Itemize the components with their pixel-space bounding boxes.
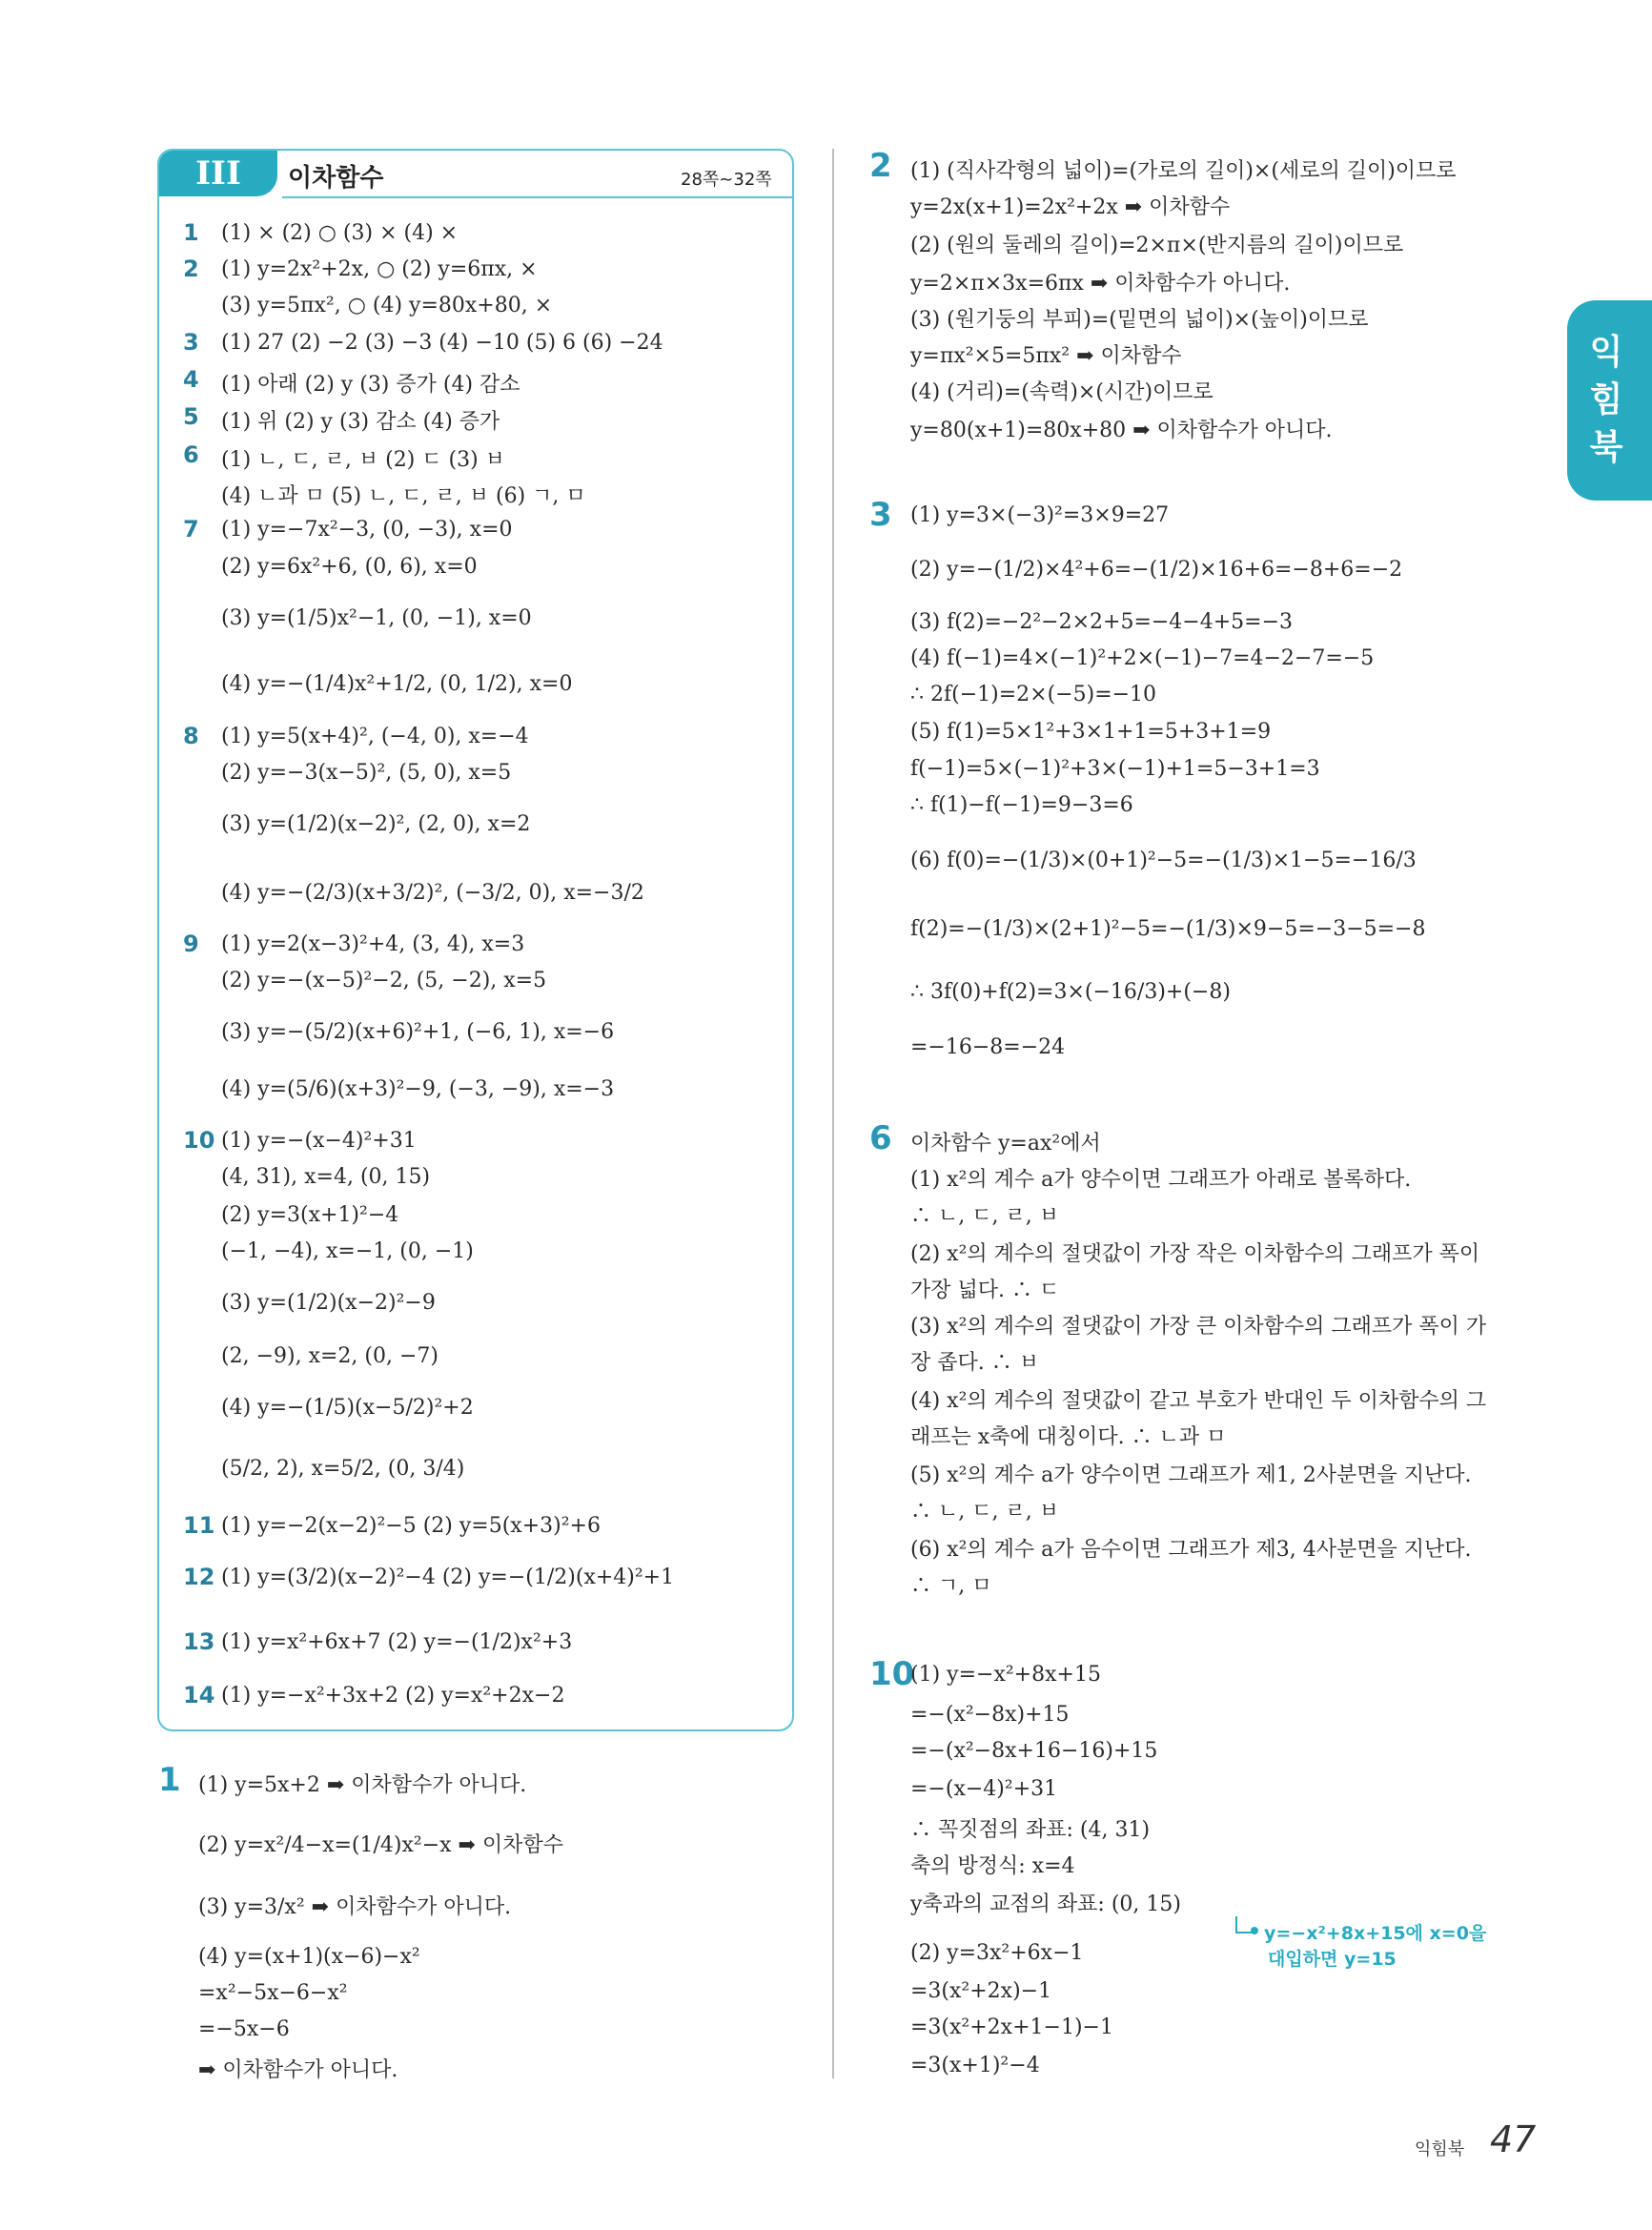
- answer-number: 4: [183, 366, 199, 393]
- right-solution-line: (1) y=−x²+8x+15: [910, 1663, 1101, 1687]
- right-solution-line: f(2)=−(1/3)×(2+1)²−5=−(1/3)×9−5=−3−5=−8: [910, 917, 1426, 941]
- right-solution-line: =−(x²−8x+16−16)+15: [910, 1739, 1158, 1763]
- answer-line: (5/2, 2), x=5/2, (0, 3/4): [221, 1457, 465, 1481]
- right-solution-line: 래프는 x축에 대칭이다. ∴ ㄴ과 ㅁ: [910, 1425, 1227, 1449]
- right-solution-line: (2) x²의 계수의 절댓값이 가장 작은 이차함수의 그래프가 폭이: [910, 1242, 1480, 1266]
- right-solution-line: (5) x²의 계수 a가 양수이면 그래프가 제1, 2사분면을 지난다.: [910, 1463, 1472, 1487]
- answer-number: 14: [183, 1682, 215, 1708]
- answer-number: 11: [183, 1512, 215, 1539]
- left-solution-line: (2) y=x²/4−x=(1/4)x²−x ➡ 이차함수: [198, 1833, 563, 1857]
- answer-number: 1: [183, 219, 199, 246]
- answer-line: (2) y=−(x−5)²−2, (5, −2), x=5: [221, 969, 547, 992]
- right-solution-line: =−16−8=−24: [910, 1035, 1066, 1059]
- unit-number-tab: III: [159, 151, 277, 196]
- answer-line: (3) y=5πx², ○ (4) y=80x+80, ×: [221, 294, 553, 317]
- note-line-1: y=−x²+8x+15에 x=0을: [1264, 1923, 1487, 1944]
- right-solution-line: (2) y=3x²+6x−1: [910, 1941, 1084, 1965]
- answer-line: (1) y=2x²+2x, ○ (2) y=6πx, ×: [221, 257, 538, 281]
- answer-line: (1) 27 (2) −2 (3) −3 (4) −10 (5) 6 (6) −24: [221, 331, 663, 355]
- answer-number: 6: [183, 441, 199, 468]
- right-solution-line: =3(x²+2x)−1: [910, 1979, 1052, 2003]
- right-solution-number: 2: [869, 147, 892, 185]
- left-solution-line: ➡ 이차함수가 아니다.: [198, 2058, 398, 2082]
- answer-line: (3) y=(1/5)x²−1, (0, −1), x=0: [221, 606, 532, 630]
- answer-line: (1) 위 (2) y (3) 감소 (4) 증가: [221, 410, 500, 434]
- right-solution-line: ∴ f(1)−f(−1)=9−3=6: [910, 793, 1133, 817]
- right-solution-line: y=80(x+1)=80x+80 ➡ 이차함수가 아니다.: [910, 419, 1333, 442]
- right-solution-line: ∴ ㄴ, ㄷ, ㄹ, ㅂ: [910, 1500, 1059, 1524]
- right-solution-number: 3: [869, 496, 892, 534]
- right-solution-line: =3(x²+2x+1−1)−1: [910, 2015, 1113, 2039]
- answer-line: (3) y=−(5/2)(x+6)²+1, (−6, 1), x=−6: [221, 1020, 615, 1044]
- answer-number: 9: [183, 931, 199, 957]
- answer-line: (−1, −4), x=−1, (0, −1): [221, 1239, 474, 1263]
- right-solution-line: (1) y=3×(−3)²=3×9=27: [910, 503, 1170, 527]
- answer-number: 2: [183, 256, 199, 282]
- answer-line: (2, −9), x=2, (0, −7): [221, 1344, 438, 1368]
- answer-line: (2) y=6x²+6, (0, 6), x=0: [221, 555, 478, 579]
- left-solution-line: (4) y=(x+1)(x−6)−x²: [198, 1945, 420, 1969]
- right-solution-line: (2) y=−(1/2)×4²+6=−(1/2)×16+6=−8+6=−2: [910, 558, 1403, 582]
- right-solution-line: (3) x²의 계수의 절댓값이 가장 큰 이차함수의 그래프가 폭이 가: [910, 1315, 1487, 1339]
- right-solution-line: (1) x²의 계수 a가 양수이면 그래프가 아래로 볼록하다.: [910, 1168, 1412, 1192]
- right-solution-line: =3(x+1)²−4: [910, 2054, 1040, 2077]
- right-solution-number: 6: [869, 1119, 892, 1157]
- answer-line: (2) y=3(x+1)²−4: [221, 1203, 399, 1227]
- right-solution-line: (3) f(2)=−2²−2×2+5=−4−4+5=−3: [910, 610, 1294, 634]
- right-solution-line: ∴ ㄱ, ㅁ: [910, 1574, 992, 1598]
- answer-line: (1) y=5(x+4)², (−4, 0), x=−4: [221, 725, 529, 748]
- answer-line: (4) y=−(2/3)(x+3/2)², (−3/2, 0), x=−3/2: [221, 881, 644, 905]
- answer-line: (3) y=(1/2)(x−2)²−9: [221, 1291, 436, 1315]
- answer-line: (4) y=(5/6)(x+3)²−9, (−3, −9), x=−3: [221, 1077, 615, 1101]
- right-solution-line: (1) (직사각형의 넓이)=(가로의 길이)×(세로의 길이)이므로: [910, 159, 1457, 183]
- left-solution-line: (3) y=3/x² ➡ 이차함수가 아니다.: [198, 1895, 512, 1919]
- right-solution-line: (3) (원기둥의 부피)=(밑면의 넓이)×(높이)이므로: [910, 308, 1369, 332]
- answer-number: 5: [183, 403, 199, 430]
- right-solution-line: f(−1)=5×(−1)²+3×(−1)+1=5−3+1=3: [910, 757, 1320, 781]
- answer-line: (1) y=(3/2)(x−2)²−4 (2) y=−(1/2)(x+4)²+1: [221, 1565, 675, 1589]
- answer-number: 12: [183, 1564, 215, 1590]
- left-solution-number: 1: [158, 1761, 181, 1799]
- right-solution-line: (6) x²의 계수 a가 음수이면 그래프가 제3, 4사분면을 지난다.: [910, 1538, 1472, 1562]
- left-solution-line: (1) y=5x+2 ➡ 이차함수가 아니다.: [198, 1773, 527, 1797]
- answer-number: 10: [183, 1127, 215, 1154]
- answer-line: (1) y=x²+6x+7 (2) y=−(1/2)x²+3: [221, 1630, 573, 1654]
- column-divider: [832, 149, 834, 2078]
- answer-number: 3: [183, 329, 199, 356]
- answer-line: (1) 아래 (2) y (3) 증가 (4) 감소: [221, 373, 520, 397]
- side-tab-label: 익힘북: [1589, 333, 1623, 467]
- right-solution-line: ∴ 꼭짓점의 좌표: (4, 31): [910, 1818, 1151, 1842]
- right-solution-line: y=2x(x+1)=2x²+2x ➡ 이차함수: [910, 195, 1231, 219]
- header-rule: [282, 196, 792, 198]
- right-solution-line: (4) f(−1)=4×(−1)²+2×(−1)−7=4−2−7=−5: [910, 646, 1375, 670]
- right-solution-line: (4) (거리)=(속력)×(시간)이므로: [910, 380, 1214, 404]
- page-number: 47: [1490, 2118, 1537, 2160]
- answer-line: (2) y=−3(x−5)², (5, 0), x=5: [221, 761, 512, 785]
- right-solution-line: (5) f(1)=5×1²+3×1+1=5+3+1=9: [910, 720, 1272, 744]
- right-solution-line: 장 좁다. ∴ ㅂ: [910, 1351, 1039, 1375]
- answer-line: (1) y=−2(x−2)²−5 (2) y=5(x+3)²+6: [221, 1514, 601, 1538]
- right-solution-line: 가장 넓다. ∴ ㄷ: [910, 1279, 1060, 1302]
- right-solution-line: (2) (원의 둘레의 길이)=2×π×(반지름의 길이)이므로: [910, 234, 1404, 257]
- right-solution-line: =−(x−4)²+31: [910, 1777, 1058, 1801]
- right-solution-line: y=2×π×3x=6πx ➡ 이차함수가 아니다.: [910, 272, 1291, 296]
- answer-number: 8: [183, 723, 199, 749]
- answer-line: (4, 31), x=4, (0, 15): [221, 1165, 431, 1189]
- answer-line: (1) y=−x²+3x+2 (2) y=x²+2x−2: [221, 1684, 565, 1708]
- answer-line: (4) y=−(1/4)x²+1/2, (0, 1/2), x=0: [221, 672, 573, 696]
- answer-line: (1) y=−7x²−3, (0, −3), x=0: [221, 518, 513, 542]
- right-solution-line: ∴ ㄴ, ㄷ, ㄹ, ㅂ: [910, 1204, 1059, 1228]
- left-solution-line: =−5x−6: [198, 2017, 290, 2041]
- unit-title: 이차함수: [288, 164, 384, 193]
- answer-line: (4) ㄴ과 ㅁ (5) ㄴ, ㄷ, ㄹ, ㅂ (6) ㄱ, ㅁ: [221, 484, 586, 508]
- right-solution-line: ∴ 2f(−1)=2×(−5)=−10: [910, 683, 1157, 706]
- right-solution-line: 축의 방정식: x=4: [910, 1854, 1075, 1878]
- right-solution-line: y축과의 교점의 좌표: (0, 15): [910, 1892, 1181, 1916]
- answer-line: (1) × (2) ○ (3) × (4) ×: [221, 221, 459, 245]
- footer-label: 익힘북: [1415, 2139, 1465, 2159]
- right-solution-line: y=πx²×5=5πx² ➡ 이차함수: [910, 344, 1182, 368]
- right-solution-line: 이차함수 y=ax²에서: [910, 1132, 1101, 1156]
- note-line-2: 대입하면 y=15: [1268, 1949, 1397, 1970]
- right-solution-line: (6) f(0)=−(1/3)×(0+1)²−5=−(1/3)×1−5=−16/3: [910, 849, 1417, 872]
- answer-line: (3) y=(1/2)(x−2)², (2, 0), x=2: [221, 812, 531, 836]
- right-solution-line: =−(x²−8x)+15: [910, 1703, 1070, 1727]
- left-solution-line: =x²−5x−6−x²: [198, 1981, 348, 2005]
- answer-line: (1) y=−(x−4)²+31: [221, 1129, 417, 1153]
- right-solution-line: (4) x²의 계수의 절댓값이 같고 부호가 반대인 두 이차함수의 그: [910, 1389, 1487, 1413]
- right-solution-line: ∴ 3f(0)+f(2)=3×(−16/3)+(−8): [910, 980, 1231, 1004]
- note-dot: [1251, 1927, 1258, 1934]
- answer-number: 13: [183, 1628, 215, 1655]
- answer-number: 7: [183, 516, 199, 542]
- unit-page-range: 28쪽~32쪽: [681, 170, 772, 190]
- answer-line: (1) y=2(x−3)²+4, (3, 4), x=3: [221, 932, 525, 956]
- right-solution-number: 10: [869, 1655, 915, 1693]
- answer-line: (4) y=−(1/5)(x−5/2)²+2: [221, 1396, 474, 1420]
- answer-line: (1) ㄴ, ㄷ, ㄹ, ㅂ (2) ㄷ (3) ㅂ: [221, 448, 505, 472]
